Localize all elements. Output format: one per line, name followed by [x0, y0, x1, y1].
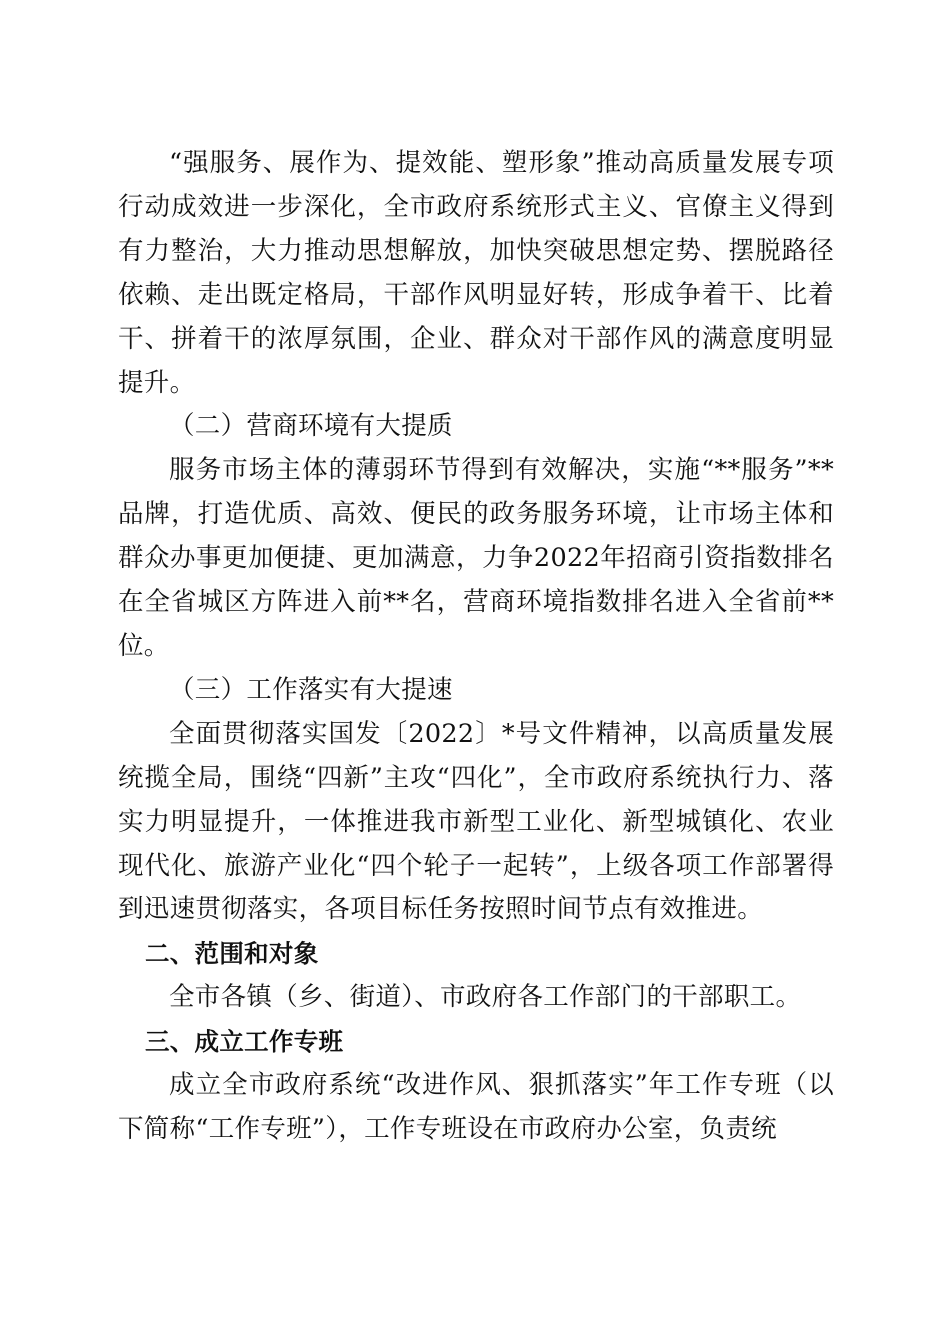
heading-business-environment: （二）营商环境有大提质: [169, 411, 453, 442]
paragraph-business-environment: 服务市场主体的薄弱环节得到有效解决，实施“**服务”**品牌，打造优质、高效、便民的政务服务环境，让市场主体和群众办事更加便捷、更加满意，力争2022年招商引资指数排名在全省城区方阵进入前**名，营商环境指数排名进入全省前**位。: [118, 455, 834, 661]
paragraph-task-force: 成立全市政府系统“改进作风、狠抓落实”年工作专班（以下简称“工作专班”），工作专班设在市政府办公室，负责统: [118, 1070, 834, 1144]
heading-work-implementation: （三）工作落实有大提速: [169, 674, 453, 705]
paragraph-scope-and-objects: 全市各镇（乡、街道）、市政府各工作部门的干部职工。: [169, 982, 802, 1013]
heading-scope-and-objects: 二、范围和对象: [144, 939, 319, 969]
heading-task-force: 三、成立工作专班: [144, 1027, 344, 1057]
document-body: [118, 142, 834, 1152]
paragraph-work-implementation: 全面贯彻落实国发〔2022〕*号文件精神，以高质量发展统揽全局，围绕“四新”主攻“四化”，全市政府系统执行力、落实力明显提升，一体推进我市新型工业化、新型城镇化、农业现代化、旅游产业化“四个轮子一起转”，上级各项工作部署得到迅速贯彻落实，各项目标任务按照时间节点有效推进。: [118, 718, 834, 925]
paragraph-continued-goal: “强服务、展作为、提效能、塑形象”推动高质量发展专项行动成效进一步深化，全市政府系统形式主义、官僚主义得到有力整治，大力推动思想解放，加快突破思想定势、摆脱路径依赖、走出既定格局，干部作风明显好转，形成争着干、比着干、拼着干的浓厚氛围，企业、群众对干部作风的满意度明显提升。: [118, 148, 834, 398]
